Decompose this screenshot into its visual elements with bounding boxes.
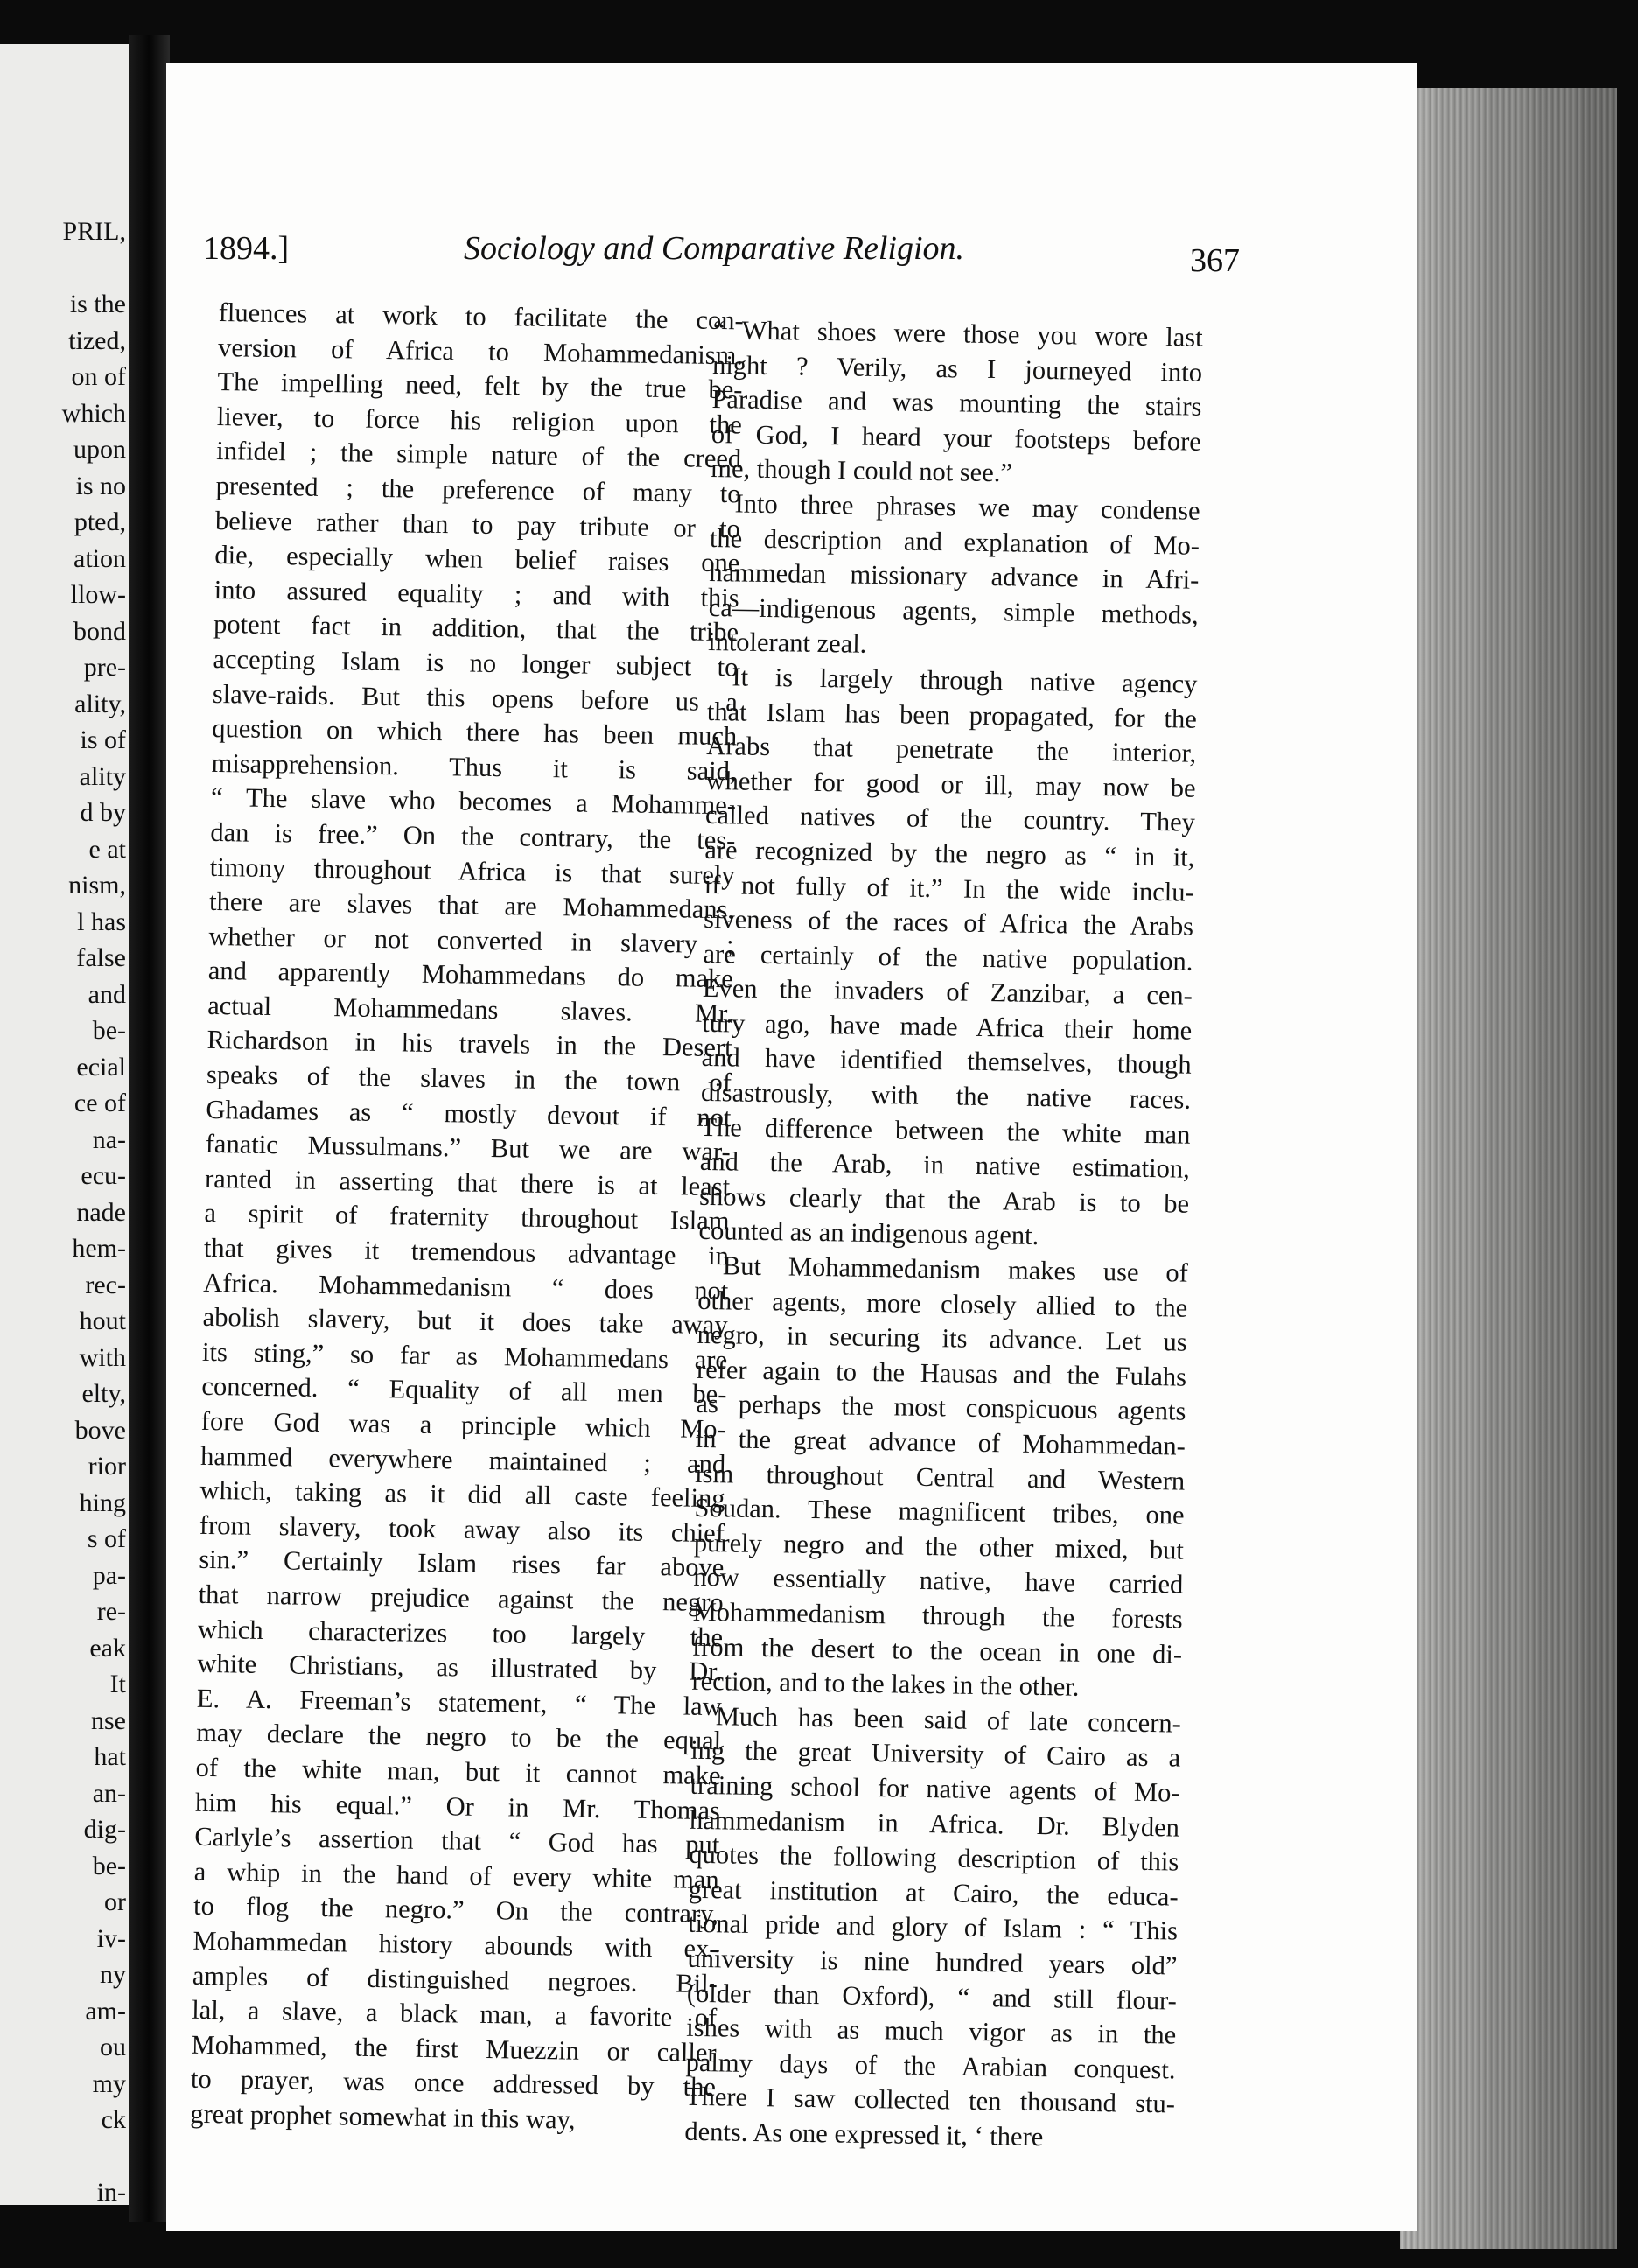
- text-line: great institution at Cairo, the educa-: [688, 1873, 1179, 1912]
- text-line: actual Mohammedans slaves. Mr.: [207, 990, 733, 1029]
- text-line: disastrously, with the native races.: [700, 1076, 1192, 1115]
- text-line: if not fully of it.” In the wide inclu-: [704, 869, 1194, 907]
- right-text-column: [684, 315, 1203, 2159]
- text-line: which characterizes too largely the: [197, 1614, 724, 1652]
- text-line: whether for good or ill, may now be: [705, 765, 1196, 803]
- margin-fragment: rec-: [85, 1270, 126, 1299]
- text-line: fanatic Mussulmans.” But we are war-: [205, 1129, 732, 1167]
- margin-fragment: llow-: [70, 580, 126, 609]
- text-line: But Mohammedanism makes use of: [722, 1250, 1189, 1288]
- text-line: white Christians, as illustrated by Dr.: [197, 1648, 723, 1687]
- header-year: 1894.]: [203, 230, 290, 267]
- text-line: dents. As one expressed it, ‘ there: [684, 2116, 1044, 2152]
- text-line: him his equal.” Or in Mr. Thomas: [194, 1787, 721, 1825]
- margin-fragment: and: [88, 979, 126, 1009]
- text-line: training school for native agents of Mo-: [690, 1769, 1180, 1808]
- text-line: now essentially native, have carried: [693, 1562, 1184, 1600]
- page-number: 367: [1190, 242, 1240, 279]
- text-line: infidel ; the simple nature of the creed: [215, 436, 742, 474]
- text-line: believe rather than to pay tribute or to: [214, 505, 741, 543]
- margin-fragment: s of: [87, 1524, 126, 1553]
- text-line: sin.” Certainly Islam rises far above: [199, 1544, 724, 1583]
- margin-fragment: ou: [100, 2033, 126, 2062]
- margin-fragment: or: [104, 1887, 126, 1916]
- text-line: speaks of the slaves in the town of: [206, 1059, 732, 1098]
- text-line: timony throughout Africa is that surely: [209, 851, 735, 890]
- text-line: The difference between the white man: [700, 1111, 1191, 1150]
- margin-fragment: with: [79, 1342, 126, 1372]
- page-stack-edge: [1400, 88, 1617, 2249]
- text-line: that narrow prejudice against the negro: [198, 1578, 724, 1618]
- text-line: Much has been said of late concern-: [715, 1700, 1182, 1739]
- margin-fragment: ecial: [76, 1052, 126, 1082]
- text-line: me, though I could not see.”: [710, 453, 1013, 488]
- text-line: its sting,” so far as Mohammedans are: [201, 1336, 728, 1376]
- text-line: that gives it tremendous advantage in: [203, 1232, 730, 1271]
- margin-fragment: am-: [85, 1996, 126, 2026]
- text-line: fore God was a principle which Mo-: [200, 1405, 727, 1445]
- book-gutter: [130, 35, 170, 2222]
- text-line: great prophet somewhat in this way,: [190, 2098, 576, 2135]
- text-line: purely negro and the other mixed, but: [693, 1527, 1185, 1565]
- text-line: Carlyle’s assertion that “ God has put: [194, 1821, 720, 1860]
- text-line: potent fact in addition, that the tribe: [213, 609, 739, 648]
- text-line: accepting Islam is no longer subject to: [213, 643, 738, 682]
- margin-fragment: is no: [75, 471, 126, 500]
- margin-fragment: nism,: [68, 871, 126, 900]
- margin-fragment: eak: [89, 1633, 126, 1662]
- text-line: tury ago, have made Africa their home: [702, 1007, 1193, 1046]
- margin-fragment: dig-: [83, 1815, 126, 1844]
- text-line: version of Africa to Mohammedanism.: [217, 332, 744, 371]
- text-line: presented ; the preference of many to: [215, 470, 741, 509]
- margin-fragment: pa-: [92, 1560, 126, 1590]
- margin-fragment: bond: [74, 616, 126, 646]
- margin-fragment: tized,: [68, 326, 126, 355]
- margin-fragment: upon: [74, 435, 126, 464]
- text-line: hammed everywhere maintained ; and: [200, 1440, 726, 1479]
- text-line: as perhaps the most conspicuous agents: [696, 1389, 1186, 1427]
- margin-fragment: iv-: [96, 1923, 126, 1953]
- margin-fragment: is of: [80, 725, 126, 754]
- text-line: amples of distinguished negroes. Bil-: [192, 1960, 718, 1998]
- text-line: question on which there has been much: [212, 713, 738, 752]
- margin-fragment: my: [92, 2068, 126, 2098]
- margin-fragment: on of: [71, 362, 126, 391]
- margin-fragment: be-: [92, 1851, 126, 1880]
- margin-fragment: It: [109, 1670, 126, 1698]
- margin-fragment: nade: [76, 1197, 126, 1227]
- margin-fragment: ce of: [74, 1088, 126, 1117]
- text-line: ing the great University of Cairo as a: [690, 1735, 1181, 1773]
- text-line: intolerant zeal.: [707, 626, 867, 660]
- text-line: Soudan. These magnificent tribes, one: [694, 1493, 1185, 1530]
- text-line: It is largely through native agency: [732, 662, 1198, 699]
- text-line: of God, I heard your footsteps before: [710, 418, 1202, 457]
- text-line: ism throughout Central and Western: [694, 1458, 1186, 1496]
- text-line: whether or not converted in slavery ;: [208, 920, 734, 960]
- margin-fragment: elty,: [81, 1379, 126, 1408]
- margin-fragment: ecu-: [80, 1161, 126, 1190]
- text-line: die, especially when belief raises one: [214, 540, 740, 578]
- text-line: a spirit of fraternity throughout Islam: [204, 1198, 730, 1236]
- text-line: are recognized by the negro as “ in it,: [704, 834, 1195, 872]
- margin-fragment: an-: [92, 1778, 126, 1808]
- text-line: refer again to the Hausas and the Fulahs: [696, 1354, 1187, 1392]
- margin-fragment: be-: [92, 1016, 126, 1045]
- text-line: abolish slavery, but it does take away: [202, 1302, 728, 1340]
- text-line: other agents, more closely allied to the: [697, 1284, 1188, 1323]
- text-line: called natives of the country. They: [704, 800, 1196, 838]
- text-line: Even the invaders of Zanzibar, a cen-: [702, 973, 1194, 1011]
- text-line: concerned. “ Equality of all men be-: [201, 1371, 727, 1410]
- left-text-column: [190, 298, 744, 2142]
- text-line: may declare the negro to be the equal: [195, 1718, 722, 1756]
- margin-fragment: false: [76, 943, 126, 972]
- text-line: slave-raids. But this opens before us a: [212, 678, 738, 717]
- text-line: Mohammedanism through the forests: [692, 1596, 1183, 1634]
- margin-fragment: hing: [79, 1488, 126, 1517]
- margin-fragment: is the: [69, 290, 126, 318]
- margin-fragment: ality: [79, 761, 126, 791]
- text-line: ranted in asserting that there is at least: [204, 1163, 731, 1202]
- margin-fragment: hout: [79, 1306, 126, 1335]
- text-line: Africa. Mohammedanism “ does not: [203, 1267, 729, 1306]
- margin-fragment: pre-: [83, 653, 126, 682]
- margin-fragment: re-: [96, 1597, 126, 1626]
- text-line: to flog the negro.” On the contrary,: [192, 1891, 719, 1929]
- previous-page-edge: [0, 44, 131, 2205]
- text-line: tional pride and glory of Islam : “ This: [687, 1908, 1179, 1946]
- margin-fragment: which: [61, 398, 126, 428]
- margin-fragment: d by: [80, 798, 126, 827]
- text-line: misapprehension. Thus it is said,: [211, 747, 737, 787]
- text-line: hammedan missionary advance in Afri-: [709, 557, 1200, 595]
- text-line: of the white man, but it cannot make: [195, 1752, 721, 1791]
- margin-fragment: rior: [88, 1452, 126, 1480]
- margin-fragment: hat: [94, 1742, 126, 1771]
- margin-fragment: ck: [101, 2105, 126, 2134]
- text-line: E. A. Freeman’s statement, “ The law: [196, 1683, 723, 1721]
- margin-fragment: ation: [74, 543, 126, 573]
- text-line: There I saw collected ten thousand stu-: [684, 2082, 1176, 2119]
- margin-fragment: hem-: [72, 1234, 126, 1263]
- text-line: liever, to force his religion upon the: [216, 401, 743, 440]
- margin-fragment: ny: [100, 1960, 126, 1989]
- text-line: which, taking as it did all caste feeling: [200, 1475, 725, 1514]
- text-line: The impelling need, felt by the true be-: [217, 367, 743, 405]
- margin-fragment: nse: [91, 1705, 126, 1735]
- text-line: Mohammed, the first Muezzin or caller: [191, 2029, 717, 2068]
- text-line: are certainly of the native population.: [703, 938, 1194, 976]
- running-header: [166, 229, 1418, 282]
- text-line: Mohammedan history abounds with ex-: [192, 1925, 718, 1964]
- text-line: shows clearly that the Arab is to be: [698, 1180, 1190, 1219]
- text-line: Paradise and was mounting the stairs: [711, 384, 1202, 422]
- text-line: Richardson in his travels in the Desert: [206, 1025, 732, 1063]
- text-line: hammedanism in Africa. Dr. Blyden: [689, 1804, 1180, 1843]
- text-line: negro, in securing its advance. Let us: [696, 1320, 1187, 1357]
- text-line: lal, a slave, a black man, a favorite of: [191, 1994, 718, 2034]
- text-line: into assured equality ; and with this: [214, 574, 739, 613]
- book-page: [166, 63, 1418, 2231]
- margin-fragment: ality,: [74, 689, 126, 718]
- margin-fragment: na-: [92, 1124, 126, 1154]
- margin-fragment: bove: [74, 1415, 126, 1445]
- text-line: there are slaves that are Mohammedans,: [208, 886, 735, 925]
- text-line: ishes with as much vigor as in the: [685, 2012, 1177, 2050]
- text-line: (older than Oxford), “ and still flour-: [686, 1978, 1178, 2016]
- text-line: Arabs that penetrate the interior,: [706, 731, 1197, 768]
- text-line: “ The slave who becomes a Mohamme-: [210, 782, 737, 821]
- text-line: in the great advance of Mohammedan-: [695, 1423, 1186, 1461]
- text-line: and apparently Mohammedans do make: [207, 956, 734, 994]
- text-line: palmy days of the Arabian conquest.: [685, 2047, 1176, 2085]
- text-line: from slavery, took away also its chief: [199, 1509, 725, 1549]
- text-line: the description and explanation of Mo-: [709, 522, 1200, 561]
- margin-fragment: PRIL,: [62, 217, 126, 246]
- margin-fragment: in-: [96, 2178, 126, 2205]
- text-line: ca—indigenous agents, simple methods,: [708, 592, 1199, 630]
- text-line: counted as an indigenous agent.: [698, 1215, 1040, 1251]
- text-line: that Islam has been propagated, for the: [706, 696, 1198, 734]
- text-line: Ghadames as “ mostly devout if not: [206, 1094, 732, 1132]
- text-line: rection, and to the lakes in the other.: [691, 1665, 1080, 1702]
- text-line: siveness of the races of Africa the Arabs: [703, 904, 1194, 942]
- text-line: fluences at work to facilitate the con-: [218, 298, 744, 336]
- text-line: Into three phrases we may condense: [734, 488, 1200, 526]
- text-line: to prayer, was once addressed by the: [190, 2064, 717, 2103]
- text-line: and the Arab, in native estimation,: [699, 1146, 1191, 1184]
- text-line: a whip in the hand of every white man: [193, 1856, 719, 1894]
- margin-fragment: pted,: [74, 508, 126, 536]
- text-line: from the desert to the ocean in one di-: [691, 1631, 1183, 1670]
- text-line: dan is free.” On the contrary, the tes-: [210, 816, 736, 856]
- text-line: university is nine hundred years old”: [687, 1942, 1178, 1981]
- margin-fragment: e at: [88, 834, 126, 864]
- header-title: Sociology and Comparative Religion.: [464, 230, 965, 267]
- text-line: quotes the following description of this: [689, 1838, 1180, 1877]
- text-line: and have identified themselves, though: [701, 1042, 1192, 1081]
- text-line: “ What shoes were those you wore last: [712, 315, 1203, 353]
- margin-fragment: l has: [77, 906, 126, 936]
- text-line: night ? Verily, as I journeyed into: [711, 349, 1203, 388]
